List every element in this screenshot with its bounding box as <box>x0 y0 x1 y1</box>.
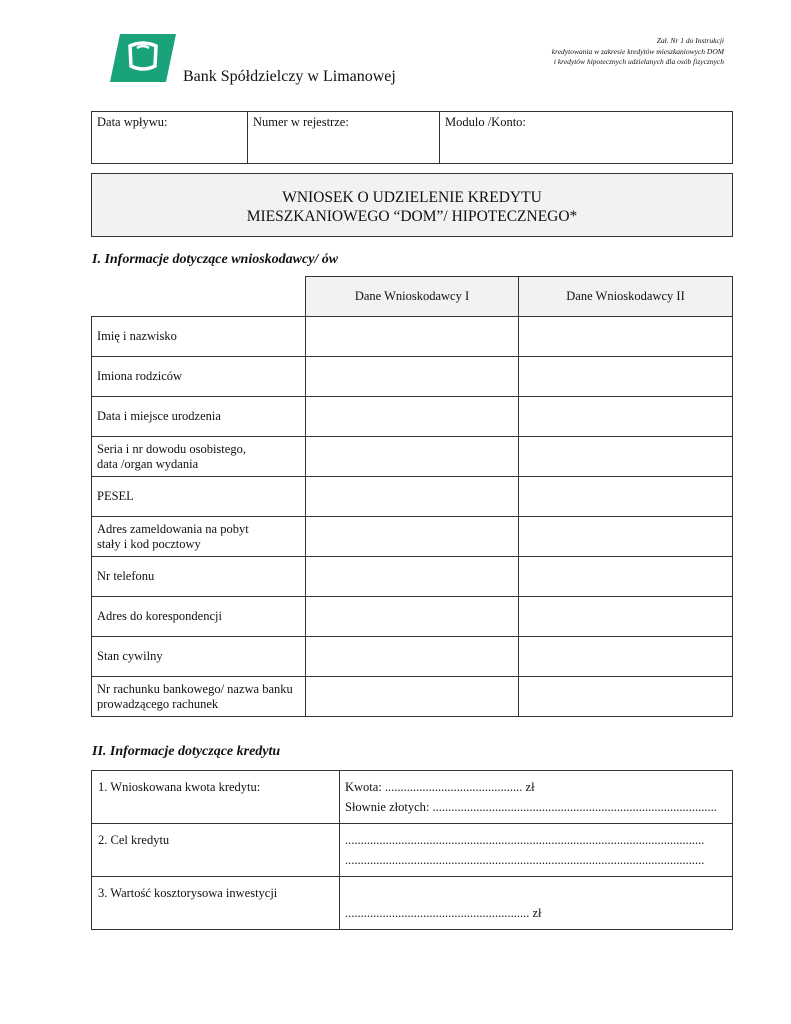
blank-line <box>345 883 727 903</box>
applicant-1-field[interactable] <box>306 677 519 717</box>
applicant-1-field[interactable] <box>306 477 519 517</box>
table-row <box>92 771 733 824</box>
applicant-2-field[interactable] <box>519 677 733 717</box>
form-title-box <box>91 173 733 237</box>
applicant-2-field[interactable] <box>519 477 733 517</box>
bank-name: Bank Spółdzielczy w Limanowej <box>183 68 396 85</box>
register-number-label: Numer w rejestrze: <box>253 115 349 129</box>
table-row <box>92 677 733 717</box>
applicant-1-field[interactable] <box>306 357 519 397</box>
table-row <box>92 637 733 677</box>
applicant-1-field[interactable] <box>306 397 519 437</box>
table-row <box>92 317 733 357</box>
section-1-heading: I. Informacje dotyczące wnioskodawcy/ ów <box>92 252 339 267</box>
applicant-1-field[interactable] <box>306 317 519 357</box>
applicant-2-field[interactable] <box>519 517 733 557</box>
note-line: Zał. Nr 1 do Instrukcji <box>656 36 724 45</box>
table-row <box>92 557 733 597</box>
table-row <box>92 397 733 437</box>
attachment-note <box>464 36 724 68</box>
credit-purpose-field[interactable] <box>340 824 733 877</box>
row-label: Imiona rodziców <box>92 357 306 397</box>
investment-value-field[interactable] <box>340 877 733 930</box>
applicant-table <box>91 276 733 717</box>
registration-table <box>91 111 733 164</box>
investment-value-line: ........................................................... zł <box>345 906 542 920</box>
table-row <box>92 824 733 877</box>
credit-table <box>91 770 733 930</box>
column-header-applicant-2: Dane Wnioskodawcy II <box>519 277 733 317</box>
table-row <box>92 477 733 517</box>
amount-line: Kwota: ............................................ zł <box>345 780 535 794</box>
applicant-2-field[interactable] <box>519 437 733 477</box>
date-received-field[interactable] <box>92 112 248 164</box>
row-label: Nr telefonu <box>92 557 306 597</box>
row-label: 3. Wartość kosztorysowa inwestycji <box>92 877 340 930</box>
table-row <box>92 877 733 930</box>
row-label: 1. Wnioskowana kwota kredytu: <box>92 771 340 824</box>
form-title-line2: MIESZKANIOWEGO “DOM”/ HIPOTECZNEGO* <box>246 208 578 225</box>
section-2-heading: II. Informacje dotyczące kredytu <box>92 744 281 759</box>
applicant-1-field[interactable] <box>306 597 519 637</box>
applicant-1-field[interactable] <box>306 437 519 477</box>
applicant-1-field[interactable] <box>306 637 519 677</box>
credit-amount-field[interactable] <box>340 771 733 824</box>
row-label: Adres do korespondencji <box>92 597 306 637</box>
row-label: Nr rachunku bankowego/ nazwa banku prowadzącego rachunek <box>92 677 306 717</box>
row-label: PESEL <box>92 477 306 517</box>
note-line: kredytowania w zakresie kredytów mieszkaniowych DOM <box>551 46 724 56</box>
applicant-2-field[interactable] <box>519 317 733 357</box>
account-field[interactable] <box>440 112 733 164</box>
table-row <box>92 597 733 637</box>
table-row <box>92 437 733 477</box>
date-received-label: Data wpływu: <box>97 115 168 129</box>
row-label: Stan cywilny <box>92 637 306 677</box>
row-label: Adres zameldowania na pobyt stały i kod pocztowy <box>92 517 306 557</box>
applicant-2-field[interactable] <box>519 637 733 677</box>
applicant-1-field[interactable] <box>306 557 519 597</box>
bank-logo <box>110 34 176 82</box>
column-header-applicant-1: Dane Wnioskodawcy I <box>306 277 519 317</box>
purpose-line: ................................................................................................................... <box>345 833 705 847</box>
table-row <box>92 517 733 557</box>
note-line: i kredytów hipotecznych udzielanych dla osób fizycznych <box>553 57 724 66</box>
applicant-2-field[interactable] <box>519 557 733 597</box>
applicant-2-field[interactable] <box>519 357 733 397</box>
row-label: 2. Cel kredytu <box>92 824 340 877</box>
register-number-field[interactable] <box>248 112 440 164</box>
applicant-2-field[interactable] <box>519 397 733 437</box>
form-title-line1: WNIOSEK O UDZIELENIE KREDYTU <box>282 189 542 206</box>
row-label: Data i miejsce urodzenia <box>92 397 306 437</box>
row-label: Imię i nazwisko <box>92 317 306 357</box>
purpose-line: ................................................................................................................... <box>345 853 705 867</box>
applicant-2-field[interactable] <box>519 597 733 637</box>
table-row <box>92 357 733 397</box>
row-label: Seria i nr dowodu osobistego, data /organ wydania <box>92 437 306 477</box>
applicant-1-field[interactable] <box>306 517 519 557</box>
amount-in-words-line: Słownie złotych: ........................................................................................... <box>345 800 717 814</box>
empty-corner-cell <box>92 277 306 317</box>
account-label: Modulo /Konto: <box>445 115 526 129</box>
